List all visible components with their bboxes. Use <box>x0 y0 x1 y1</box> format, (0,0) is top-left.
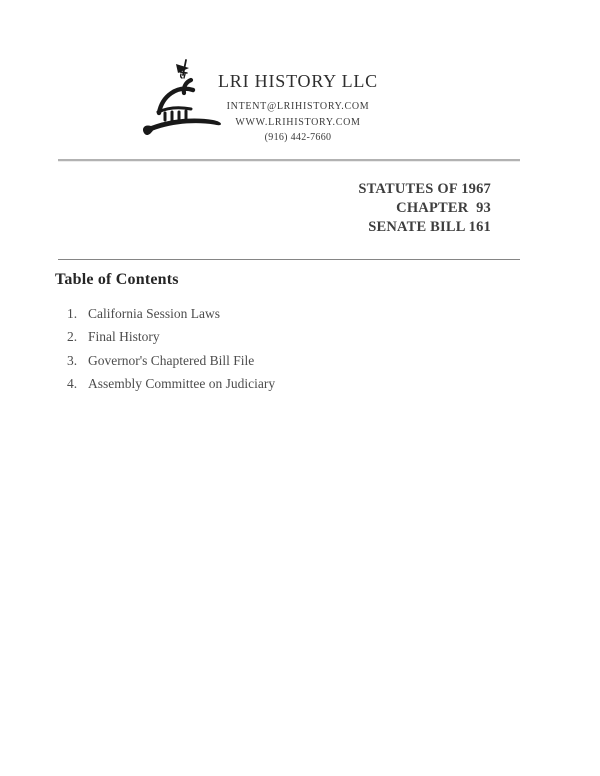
toc-item-label: California Session Laws <box>88 306 220 321</box>
statute-reference-block <box>58 180 491 236</box>
toc-item-number: 1. <box>67 306 78 321</box>
toc-item-number: 2. <box>67 329 78 345</box>
toc-item-california-session-laws <box>67 306 275 329</box>
divider-bottom <box>58 259 520 260</box>
toc-heading: Table of Contents <box>55 271 179 288</box>
chapter-line: CHAPTER 93 <box>396 199 491 216</box>
company-website: WWW.LRIHISTORY.COM <box>235 116 361 128</box>
senate-bill-line: SENATE BILL 161 <box>368 218 491 235</box>
company-phone: (916) 442-7660 <box>264 132 332 143</box>
toc-item-label: Final History <box>88 329 160 345</box>
company-email: INTENT@LRIHISTORY.COM <box>226 101 370 112</box>
toc-item-label: Governor's Chaptered Bill File <box>88 352 255 368</box>
toc-item-number: 4. <box>67 376 78 392</box>
toc-item-number: 3. <box>67 352 78 368</box>
toc-item-governors-chaptered-bill-file <box>67 353 275 376</box>
toc-item-label: Assembly Committee on Judiciary <box>88 376 276 392</box>
toc-list <box>67 306 275 400</box>
company-name: LRI HISTORY LLC <box>217 71 378 91</box>
toc-item-assembly-committee-on-judiciary <box>67 376 275 399</box>
statutes-year-line: STATUTES OF 1967 <box>358 181 491 197</box>
letterhead <box>168 71 428 146</box>
divider-top <box>58 159 520 162</box>
toc-item-final-history <box>67 329 275 352</box>
